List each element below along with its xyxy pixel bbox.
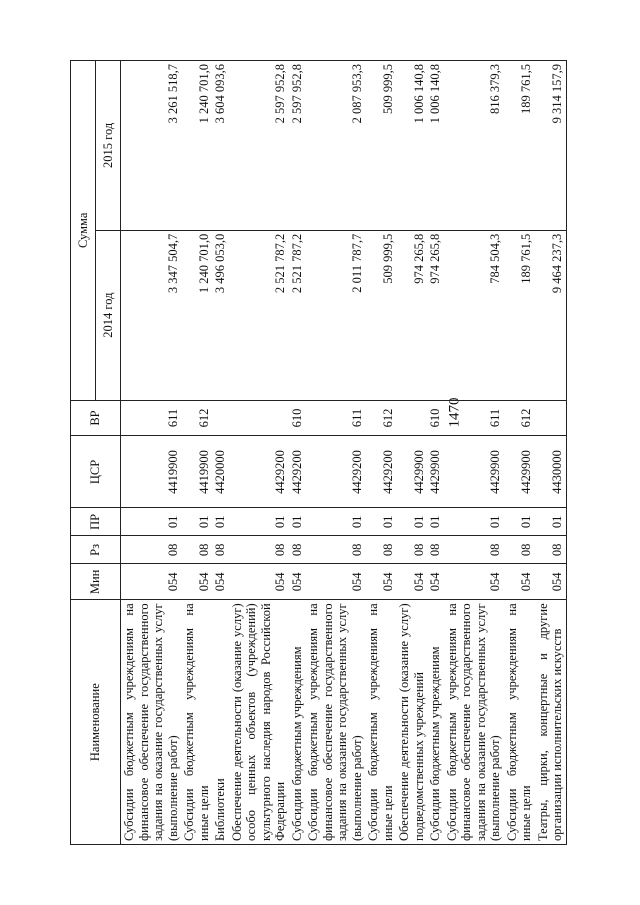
row-name: Обеспечение деятельности (оказание услуг) подведомственных учреждений bbox=[396, 600, 427, 845]
row-min: 054 bbox=[535, 564, 567, 600]
row-pr: 01 bbox=[396, 508, 427, 536]
row-name: Субсидии бюджетным учреждениям на финансовое обеспечение государственного задания на оказание государственных услуг (выполнение работ) bbox=[444, 600, 504, 845]
row-vr: 610 bbox=[289, 400, 306, 436]
row-csr: 4429900 bbox=[396, 436, 427, 508]
header-rz: Рз bbox=[71, 536, 121, 564]
header-vr: ВР bbox=[71, 400, 121, 436]
row-csr: 4429200 bbox=[289, 436, 306, 508]
row-rz: 08 bbox=[396, 536, 427, 564]
row-sum-2014: 509 999,5 bbox=[365, 230, 396, 400]
row-sum-2014: 2 521 787,2 bbox=[229, 230, 289, 400]
row-name: Субсидии бюджетным учреждениям на иные цели bbox=[365, 600, 396, 845]
row-pr: 01 bbox=[305, 508, 365, 536]
row-sum-2014: 1 240 701,0 bbox=[181, 230, 212, 400]
row-name: Субсидии бюджетным учреждениям bbox=[289, 600, 306, 845]
row-pr: 01 bbox=[121, 508, 182, 536]
row-sum-2014: 974 265,8 bbox=[427, 230, 444, 400]
row-sum-2015: 2 597 952,8 bbox=[229, 61, 289, 231]
row-min: 054 bbox=[305, 564, 365, 600]
row-sum-2014: 9 464 237,3 bbox=[535, 230, 567, 400]
row-csr: 4419900 bbox=[121, 436, 182, 508]
row-vr: 611 bbox=[121, 400, 182, 436]
table-row bbox=[444, 61, 504, 845]
row-vr: 610 bbox=[427, 400, 444, 436]
table-row bbox=[504, 61, 535, 845]
row-min: 054 bbox=[504, 564, 535, 600]
table-row bbox=[289, 61, 306, 845]
header-min: Мин bbox=[71, 564, 121, 600]
row-vr bbox=[212, 400, 229, 436]
row-csr: 4429900 bbox=[427, 436, 444, 508]
table-row bbox=[305, 61, 365, 845]
row-sum-2014: 2 011 787,7 bbox=[305, 230, 365, 400]
row-sum-2015: 509 999,5 bbox=[365, 61, 396, 231]
row-rz: 08 bbox=[504, 536, 535, 564]
row-rz: 08 bbox=[212, 536, 229, 564]
row-sum-2015: 1 240 701,0 bbox=[181, 61, 212, 231]
table-row bbox=[229, 61, 289, 845]
row-vr: 612 bbox=[365, 400, 396, 436]
row-min: 054 bbox=[229, 564, 289, 600]
row-sum-2015: 2 597 952,8 bbox=[289, 61, 306, 231]
row-rz: 08 bbox=[289, 536, 306, 564]
row-name: Субсидии бюджетным учреждениям на иные цели bbox=[504, 600, 535, 845]
row-sum-2015: 3 604 093,6 bbox=[212, 61, 229, 231]
table-row bbox=[181, 61, 212, 845]
row-rz: 08 bbox=[181, 536, 212, 564]
row-name: Обеспечение деятельности (оказание услуг) особо ценных объектов (учреждений) культурного наследия народов Российской Федерации bbox=[229, 600, 289, 845]
row-min: 054 bbox=[427, 564, 444, 600]
table-body bbox=[121, 61, 567, 845]
row-rz: 08 bbox=[121, 536, 182, 564]
row-rz: 08 bbox=[427, 536, 444, 564]
row-sum-2015: 1 006 140,8 bbox=[396, 61, 427, 231]
row-pr: 01 bbox=[229, 508, 289, 536]
table-row bbox=[121, 61, 182, 845]
row-vr: 612 bbox=[504, 400, 535, 436]
row-sum-2015: 9 314 157,9 bbox=[535, 61, 567, 231]
row-min: 054 bbox=[121, 564, 182, 600]
row-sum-2015: 816 379,3 bbox=[444, 61, 504, 231]
row-sum-2014: 784 504,3 bbox=[444, 230, 504, 400]
header-sum: Сумма bbox=[71, 61, 96, 401]
row-csr: 4429200 bbox=[365, 436, 396, 508]
row-min: 054 bbox=[181, 564, 212, 600]
table-row bbox=[427, 61, 444, 845]
row-vr bbox=[535, 400, 567, 436]
row-sum-2014: 2 521 787,2 bbox=[289, 230, 306, 400]
row-pr: 01 bbox=[181, 508, 212, 536]
row-pr: 01 bbox=[212, 508, 229, 536]
budget-table bbox=[70, 60, 567, 845]
row-csr: 4429900 bbox=[504, 436, 535, 508]
row-rz: 08 bbox=[229, 536, 289, 564]
table-row bbox=[535, 61, 567, 845]
row-min: 054 bbox=[212, 564, 229, 600]
row-sum-2014: 974 265,8 bbox=[396, 230, 427, 400]
budget-table-rotated bbox=[70, 60, 564, 845]
row-pr: 01 bbox=[427, 508, 444, 536]
row-min: 054 bbox=[444, 564, 504, 600]
row-min: 054 bbox=[289, 564, 306, 600]
row-rz: 08 bbox=[535, 536, 567, 564]
row-pr: 01 bbox=[365, 508, 396, 536]
header-name: Наименование bbox=[71, 600, 121, 845]
row-rz: 08 bbox=[305, 536, 365, 564]
row-vr: 611 bbox=[305, 400, 365, 436]
row-sum-2015: 3 261 518,7 bbox=[121, 61, 182, 231]
row-pr: 01 bbox=[289, 508, 306, 536]
row-vr bbox=[396, 400, 427, 436]
row-pr: 01 bbox=[535, 508, 567, 536]
header-pr: ПР bbox=[71, 508, 121, 536]
row-csr: 4429200 bbox=[229, 436, 289, 508]
row-rz: 08 bbox=[365, 536, 396, 564]
row-vr: 611 bbox=[444, 400, 504, 436]
row-csr: 4430000 bbox=[535, 436, 567, 508]
row-pr: 01 bbox=[504, 508, 535, 536]
row-csr: 4429900 bbox=[444, 436, 504, 508]
row-name: Субсидии бюджетным учреждениям на финансовое обеспечение государственного задания на оказание государственных услуг (выполнение работ) bbox=[121, 600, 182, 845]
row-vr: 612 bbox=[181, 400, 212, 436]
row-csr: 4429200 bbox=[305, 436, 365, 508]
row-pr: 01 bbox=[444, 508, 504, 536]
row-min: 054 bbox=[396, 564, 427, 600]
row-vr bbox=[229, 400, 289, 436]
row-sum-2014: 3 496 053,0 bbox=[212, 230, 229, 400]
row-name: Субсидии бюджетным учреждениям на финансовое обеспечение государственного задания на оказание государственных услуг (выполнение работ) bbox=[305, 600, 365, 845]
header-2015: 2015 год bbox=[96, 61, 121, 231]
row-name: Театры, цирки, концертные и другие организации исполнительских искусств bbox=[535, 600, 567, 845]
row-sum-2014: 189 761,5 bbox=[504, 230, 535, 400]
table-row bbox=[396, 61, 427, 845]
row-csr: 4419900 bbox=[181, 436, 212, 508]
row-name: Субсидии бюджетным учреждениям bbox=[427, 600, 444, 845]
row-csr: 4420000 bbox=[212, 436, 229, 508]
row-name: Библиотеки bbox=[212, 600, 229, 845]
row-rz: 08 bbox=[444, 536, 504, 564]
header-csr: ЦСР bbox=[71, 436, 121, 508]
page-number: 1470 bbox=[446, 397, 463, 428]
header-2014: 2014 год bbox=[96, 230, 121, 400]
table-row bbox=[212, 61, 229, 845]
row-sum-2015: 189 761,5 bbox=[504, 61, 535, 231]
row-sum-2015: 2 087 953,3 bbox=[305, 61, 365, 231]
row-min: 054 bbox=[365, 564, 396, 600]
row-name: Субсидии бюджетным учреждениям на иные цели bbox=[181, 600, 212, 845]
row-sum-2015: 1 006 140,8 bbox=[427, 61, 444, 231]
table-row bbox=[365, 61, 396, 845]
row-sum-2014: 3 347 504,7 bbox=[121, 230, 182, 400]
